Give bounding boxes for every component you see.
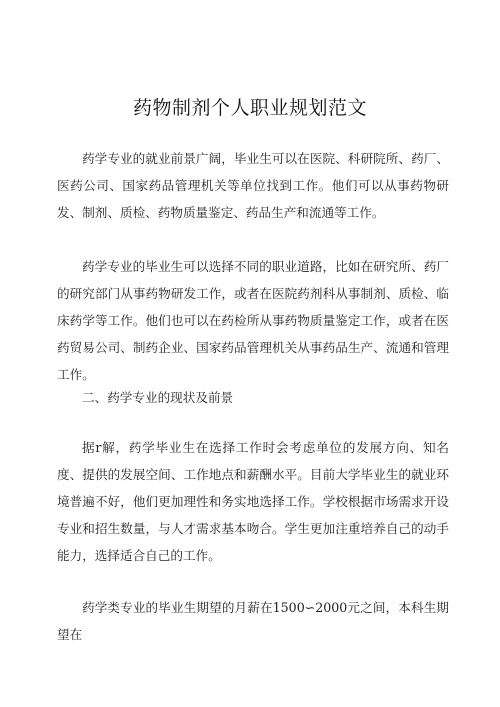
section-heading: 二、药学专业的现状及前景	[82, 390, 234, 405]
paragraph-job-selection: 据r解，药学毕业生在选择工作时会考虑单位的发展方向、知名度、提供的发展空间、工作地点和薪酬水平。目前大学毕业生的就业环境普遍不好，他们更加理性和务实地选择工作。学校根据市场需求开设专业和招生数量，与人才需求基本吻合。学生更加注重培养自己的动手能力，选择适合自己的工作。	[57, 440, 449, 563]
paragraph-employment-prospects: 药学专业的就业前景广阔，毕业生可以在医院、科研院所、药厂、医药公司、国家药品管理机关等单位找到工作。他们可以从事药物研发、制剂、质检、药物质量鉴定、药品生产和流通等工作。	[57, 151, 449, 220]
paragraph-salary-expectations: 药学类专业的毕业生期望的月薪在1500∽2000元之间，本科生期望在	[57, 600, 449, 642]
paragraph-career-paths: 药学专业的毕业生可以选择不同的职业道路，比如在研究所、药厂的研究部门从事药物研发工作，或者在医院药剂科从事制剂、质检、临床药学等工作。他们也可以在药检所从事药物质量鉴定工作，或者在医药贸易公司、制药企业、国家药品管理机关从事药品生产、流通和管理工作。	[57, 259, 449, 382]
document-title: 药物制剂个人职业规划范文	[132, 97, 367, 119]
